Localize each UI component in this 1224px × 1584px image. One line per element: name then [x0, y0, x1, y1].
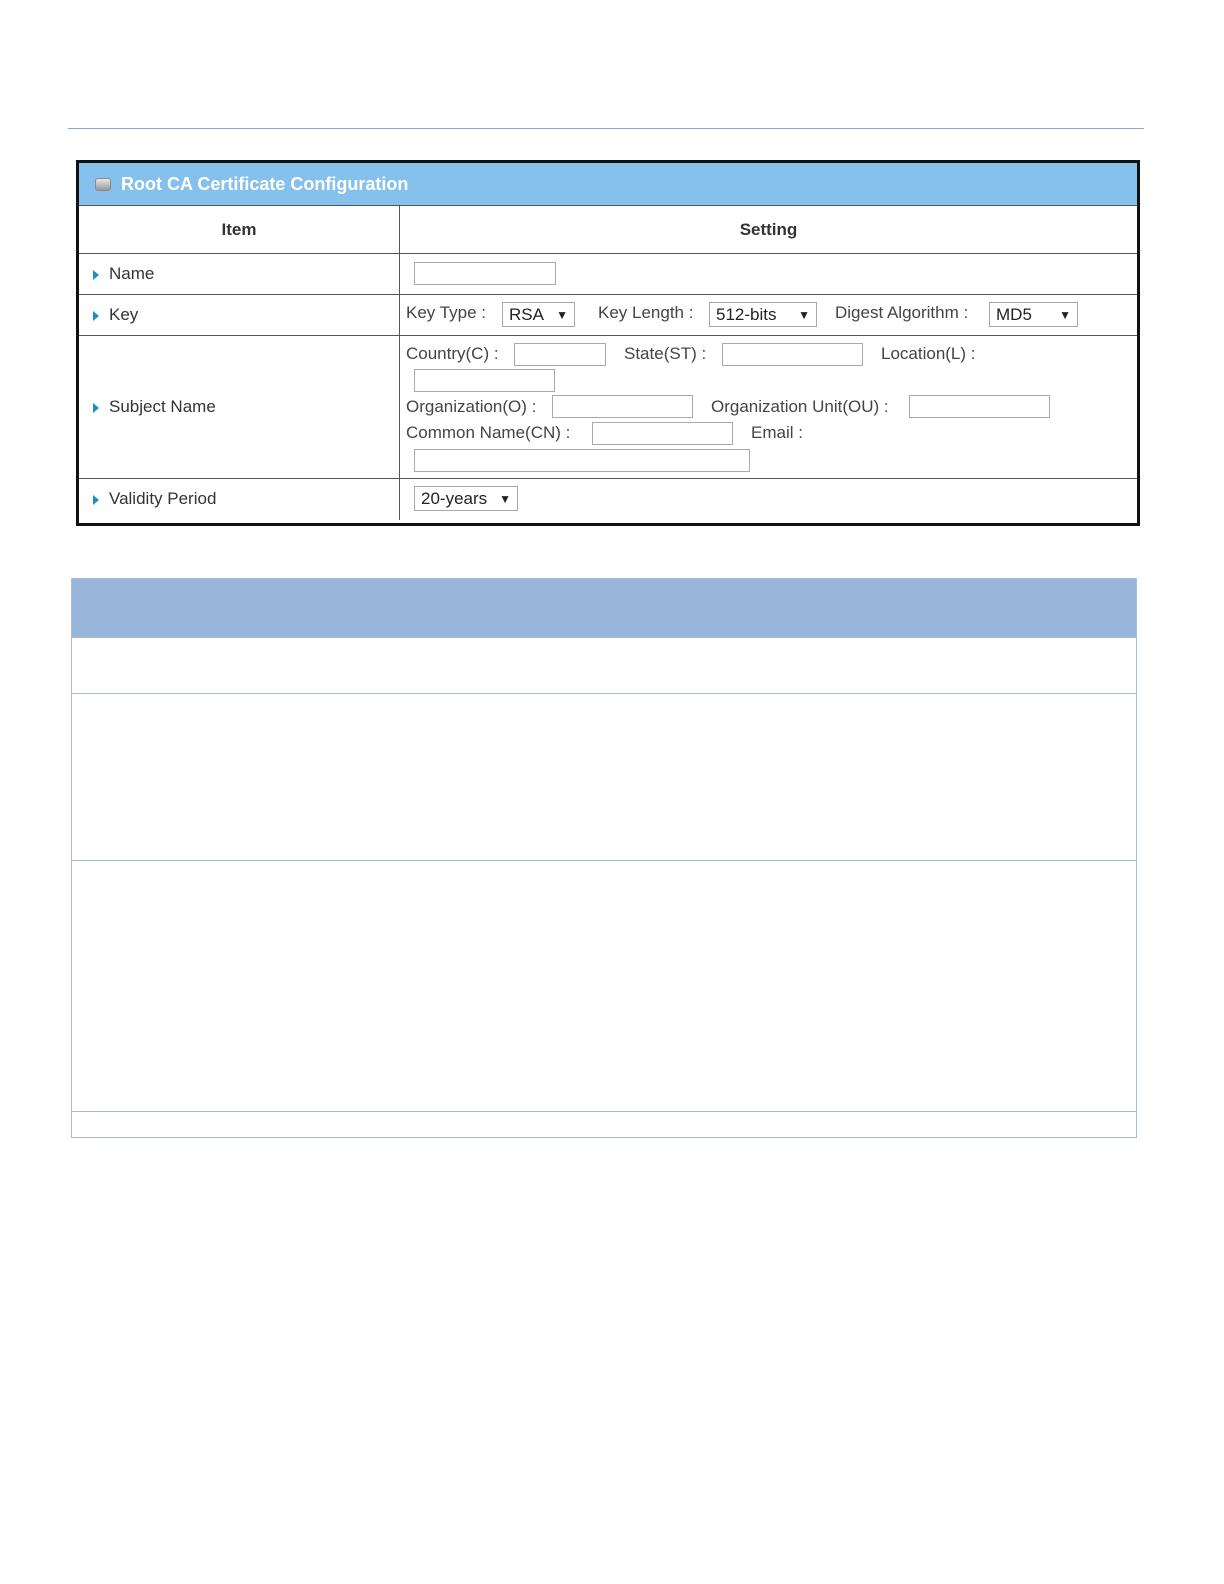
state-input[interactable] — [722, 343, 863, 366]
dropdown-caret-icon: ▼ — [556, 307, 568, 322]
root-ca-config-panel — [76, 160, 1140, 526]
key-type-label: Key Type : — [406, 303, 487, 322]
validity-period-value: 20-years — [421, 488, 488, 508]
common-name-label: Common Name(CN) : — [406, 423, 571, 442]
digest-algorithm-label: Digest Algorithm : — [835, 303, 969, 322]
description-row — [72, 860, 1136, 1111]
row-name — [79, 254, 1137, 295]
key-type-select[interactable] — [502, 302, 575, 327]
location-input[interactable] — [414, 369, 555, 392]
digest-algorithm-value: MD5 — [996, 304, 1032, 324]
email-input[interactable] — [414, 449, 750, 472]
row-label-key: Key — [109, 305, 139, 324]
country-label: Country(C) : — [406, 344, 499, 363]
row-label-subject-name: Subject Name — [109, 397, 216, 416]
validity-period-select[interactable] — [414, 486, 518, 511]
organization-label: Organization(O) : — [406, 397, 537, 416]
row-subject-name — [79, 336, 1137, 479]
organization-input[interactable] — [552, 395, 693, 418]
row-validity-period — [79, 479, 1137, 520]
description-row — [72, 1111, 1136, 1137]
row-arrow-icon — [93, 495, 99, 505]
country-input[interactable] — [514, 343, 606, 366]
location-label: Location(L) : — [881, 344, 976, 363]
key-type-value: RSA — [509, 304, 544, 324]
key-length-value: 512-bits — [716, 304, 777, 324]
row-arrow-icon — [93, 311, 99, 321]
panel-header-icon — [95, 178, 111, 191]
key-length-select[interactable] — [709, 302, 817, 327]
panel-title: Root CA Certificate Configuration — [121, 173, 409, 194]
row-arrow-icon — [93, 403, 99, 413]
row-key — [79, 295, 1137, 336]
common-name-input[interactable] — [592, 422, 733, 445]
organization-unit-input[interactable] — [909, 395, 1050, 418]
dropdown-caret-icon: ▼ — [798, 307, 810, 322]
row-label-validity-period: Validity Period — [109, 489, 217, 509]
panel-header — [79, 163, 1137, 205]
config-table — [79, 205, 1137, 520]
key-length-label: Key Length : — [598, 303, 694, 322]
description-table-header — [72, 579, 1136, 637]
description-row — [72, 693, 1136, 860]
column-header-setting: Setting — [400, 206, 1138, 254]
description-row — [72, 637, 1136, 693]
dropdown-caret-icon: ▼ — [1059, 307, 1071, 322]
organization-unit-label: Organization Unit(OU) : — [711, 397, 889, 416]
description-table — [71, 578, 1137, 1138]
state-label: State(ST) : — [624, 344, 707, 363]
row-label-name: Name — [109, 264, 155, 283]
email-label: Email : — [751, 423, 803, 442]
name-input[interactable] — [414, 262, 556, 285]
top-divider — [68, 128, 1144, 129]
dropdown-caret-icon: ▼ — [499, 491, 511, 506]
column-header-item: Item — [79, 206, 400, 254]
row-arrow-icon — [93, 270, 99, 280]
digest-algorithm-select[interactable] — [989, 302, 1078, 327]
